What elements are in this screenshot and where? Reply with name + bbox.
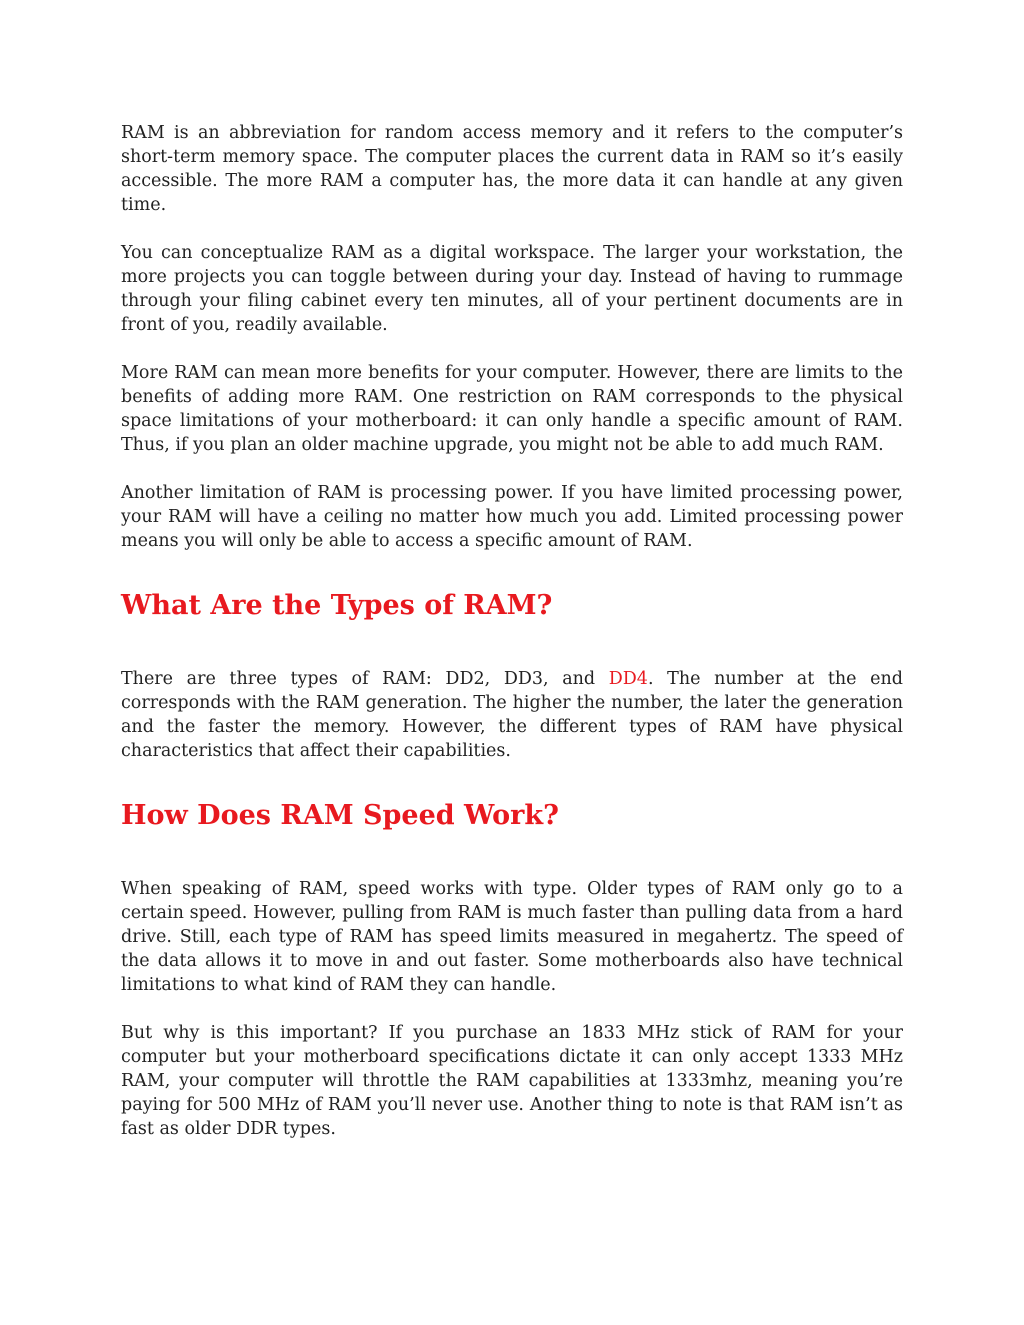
- paragraph-digital-workspace: You can conceptualize RAM as a digital workspace. The larger your workstation, the more projects you can toggle between during your day. Instead of having to rummage through your filing cabinet every ten minutes, all of your pertinent documents are in front of you, readily available.: [121, 243, 903, 335]
- heading-types-of-ram: What Are the Types of RAM?: [121, 590, 553, 621]
- paragraph-ram-types-text-before: There are three types of RAM: DD2, DD3, and: [121, 669, 609, 689]
- paragraph-processing-limitation: Another limitation of RAM is processing power. If you have limited processing power, your RAM will have a ceiling no matter how much you add. Limited processing power means you will only be able to access a specific amount of RAM.: [121, 483, 903, 551]
- document-page: [121, 121, 903, 1141]
- paragraph-more-ram-benefits: More RAM can mean more benefits for your computer. However, there are limits to the benefits of adding more RAM. One restriction on RAM corresponds to the physical space limitations of your motherboard: it can only handle a specific amount of RAM. Thus, if you plan an older machine upgrade, you might not be able to add much RAM.: [121, 363, 903, 455]
- heading-ram-speed: How Does RAM Speed Work?: [121, 800, 559, 831]
- paragraph-ram-types: [121, 667, 903, 763]
- paragraph-ram-definition: RAM is an abbreviation for random access memory and it refers to the computer’s short-term memory space. The computer places the current data in RAM so it’s easily accessible. The more RAM a computer has, the more data it can handle at any given time.: [121, 123, 903, 215]
- paragraph-speed-with-type: When speaking of RAM, speed works with type. Older types of RAM only go to a certain speed. However, pulling from RAM is much faster than pulling data from a hard drive. Still, each type of RAM has speed limits measured in megahertz. The speed of the data allows it to move in and out faster. Some motherboards also have technical limitations to what kind of RAM they can handle.: [121, 879, 903, 995]
- paragraph-ram-types-text-after: . The number at the end corresponds with the RAM generation. The higher the number, the later the generation and the faster the memory. However, the different types of RAM have physical characteristics that affect their capabilities.: [121, 669, 903, 761]
- paragraph-why-important: But why is this important? If you purchase an 1833 MHz stick of RAM for your computer but your motherboard specifications dictate it can only accept 1333 MHz RAM, your computer will throttle the RAM capabilities at 1333mhz, meaning you’re paying for 500 MHz of RAM you’ll never use. Another thing to note is that RAM isn’t as fast as older DDR types.: [121, 1023, 903, 1139]
- dd4-link[interactable]: DD4: [608, 669, 648, 689]
